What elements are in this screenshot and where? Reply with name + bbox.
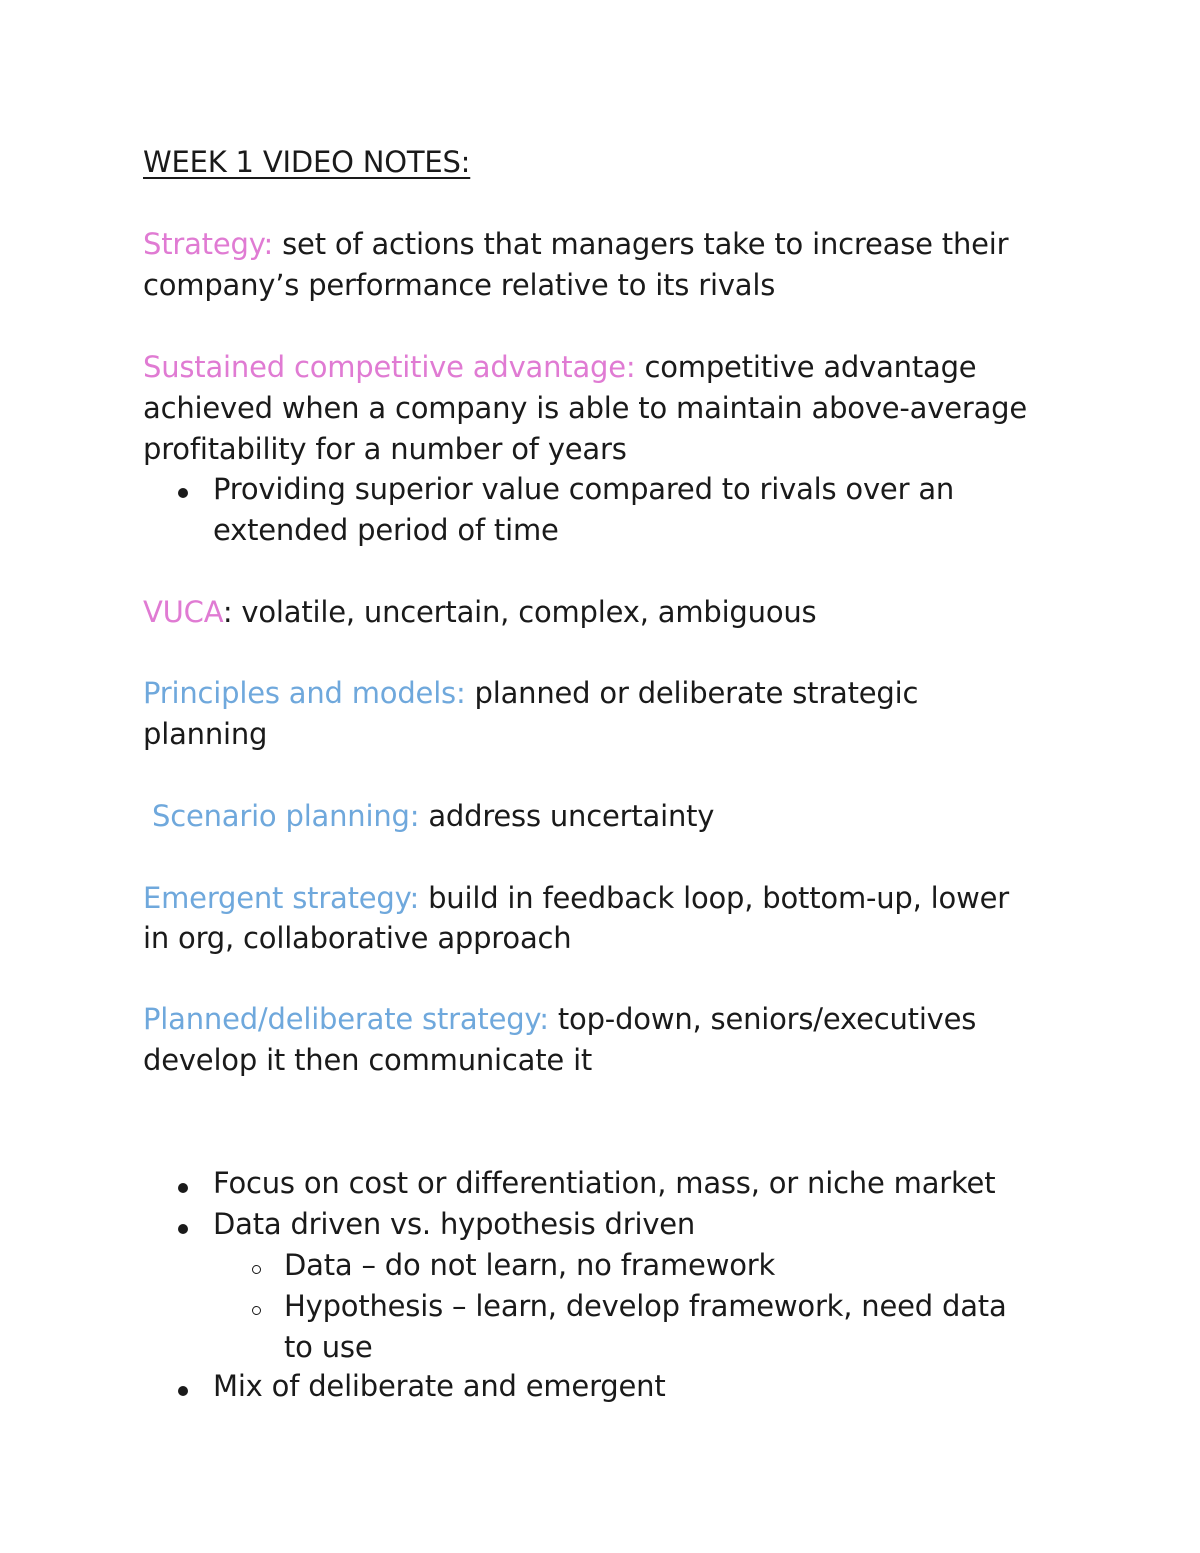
bullet-icon [178,1386,188,1396]
hollow-bullet-icon [252,1306,261,1315]
term-sustained-competitive-advantage: Sustained competitive advantage: [143,350,636,384]
list-item: Focus on cost or differentiation, mass, or niche market [213,1166,996,1200]
definition-strategy [143,224,1008,265]
term-vuca: VUCA [143,595,223,629]
definition-planned-deliberate-strategy [143,999,976,1040]
sub-list-item: to use [284,1330,373,1364]
definition-text: build in feedback loop, bottom-up, lower [419,881,1009,915]
page-title: WEEK 1 VIDEO NOTES: [143,145,471,179]
term-scenario-planning: Scenario planning: [152,799,420,833]
definition-emergent-strategy [143,878,1009,919]
definition-text: competitive advantage [635,350,977,384]
definition-text: planning [143,717,268,751]
term-planned-deliberate-strategy: Planned/deliberate strategy: [143,1002,549,1036]
definition-sustained-competitive-advantage [143,347,976,388]
definition-vuca [143,592,816,633]
hollow-bullet-icon [252,1265,261,1274]
definition-text: achieved when a company is able to maintain above-average [143,391,1028,425]
bullet-icon [178,1183,188,1193]
definition-text: address uncertainty [419,799,715,833]
definition-text: : volatile, uncertain, complex, ambiguous [222,595,817,629]
sub-list-item: Hypothesis – learn, develop framework, need data [284,1289,1007,1323]
bullet-icon [178,488,188,498]
list-item: extended period of time [213,513,559,547]
definition-text: top-down, seniors/executives [548,1002,977,1036]
definition-text: set of actions that managers take to increase their [273,227,1009,261]
definition-text: in org, collaborative approach [143,921,572,955]
definition-scenario-planning [152,796,714,837]
list-item: Providing superior value compared to rivals over an [213,472,955,506]
definition-text: profitability for a number of years [143,432,627,466]
term-principles-and-models: Principles and models: [143,676,466,710]
definition-text: develop it then communicate it [143,1043,593,1077]
definition-text: company’s performance relative to its rivals [143,268,776,302]
sub-list-item: Data – do not learn, no framework [284,1248,776,1282]
bullet-icon [178,1224,188,1234]
definition-principles-and-models [143,673,918,714]
term-strategy: Strategy: [143,227,274,261]
definition-text: planned or deliberate strategic [465,676,919,710]
term-emergent-strategy: Emergent strategy: [143,881,420,915]
list-item: Data driven vs. hypothesis driven [213,1207,696,1241]
list-item: Mix of deliberate and emergent [213,1369,666,1403]
